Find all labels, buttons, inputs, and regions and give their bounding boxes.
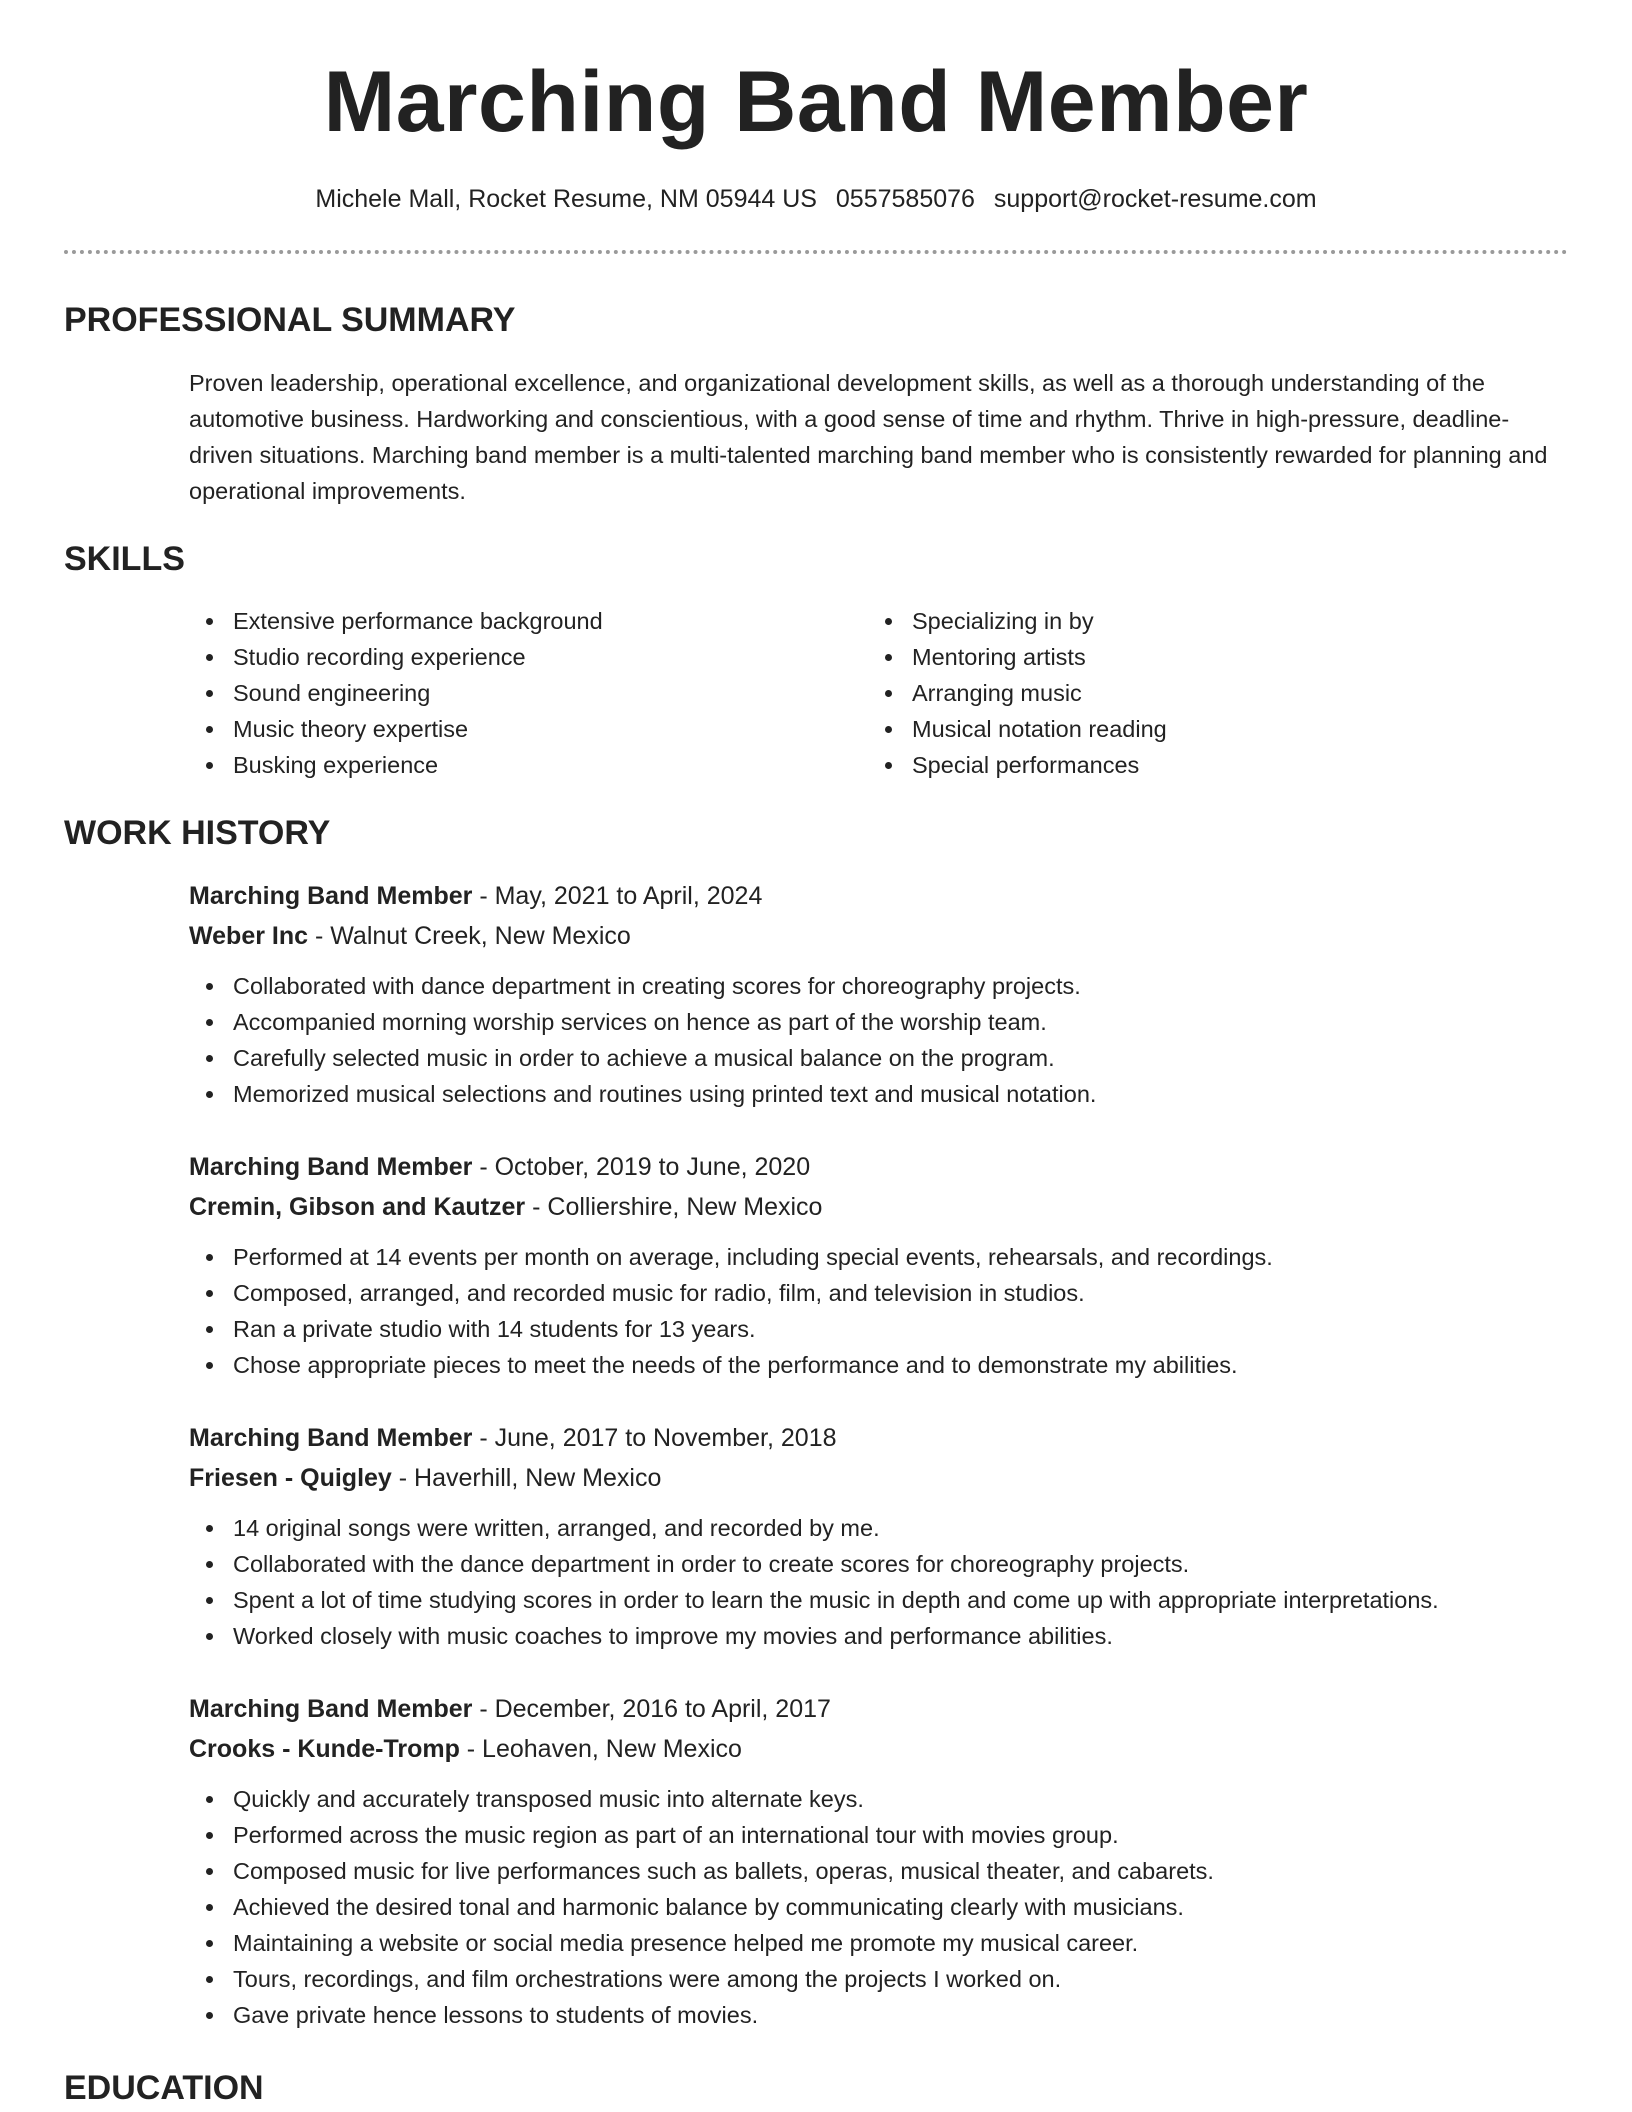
job-bullet: Performed across the music region as part of an international tour with movies group. (189, 1817, 1569, 1853)
job-bullet: Composed, arranged, and recorded music for radio, film, and television in studios. (189, 1275, 1569, 1311)
skill-item: Music theory expertise (189, 711, 849, 747)
contact-address: Michele Mall, Rocket Resume, NM 05944 US (315, 185, 817, 213)
job-location: - Colliershire, New Mexico (525, 1193, 823, 1221)
job-entry (189, 878, 1569, 1112)
job-title: Marching Band Member (189, 882, 473, 910)
job-bullet: Maintaining a website or social media presence helped me promote my musical career. (189, 1925, 1569, 1961)
job-entry (189, 1691, 1569, 2033)
job-company-line (189, 1731, 1569, 1767)
contact-line (0, 181, 1632, 217)
job-dates: - May, 2021 to April, 2024 (472, 882, 763, 910)
job-bullet: Tours, recordings, and film orchestrations were among the projects I worked on. (189, 1961, 1569, 1997)
skill-item: Specializing in by (868, 603, 1528, 639)
job-company: Crooks - Kunde-Tromp (189, 1735, 460, 1763)
section-title-work-history: WORK HISTORY (64, 814, 331, 852)
job-bullet: Spent a lot of time studying scores in order to learn the music in depth and come up with appropriate interpretations. (189, 1582, 1569, 1618)
job-bullets (189, 1239, 1569, 1383)
skill-item: Musical notation reading (868, 711, 1528, 747)
job-title: Marching Band Member (189, 1153, 473, 1181)
job-bullet: Quickly and accurately transposed music into alternate keys. (189, 1781, 1569, 1817)
job-bullet: Performed at 14 events per month on average, including special events, rehearsals, and recordings. (189, 1239, 1569, 1275)
section-title-summary: PROFESSIONAL SUMMARY (64, 301, 516, 339)
skill-item: Extensive performance background (189, 603, 849, 639)
job-title: Marching Band Member (189, 1424, 473, 1452)
job-entry (189, 1420, 1569, 1654)
job-title-line (189, 1691, 1569, 1727)
job-bullet: Gave private hence lessons to students of movies. (189, 1997, 1569, 2033)
job-bullets (189, 968, 1569, 1112)
job-bullet: 14 original songs were written, arranged, and recorded by me. (189, 1510, 1569, 1546)
job-company-line (189, 918, 1569, 954)
skills-list-left (189, 603, 849, 783)
job-location: - Haverhill, New Mexico (391, 1464, 662, 1492)
section-title-skills: SKILLS (64, 540, 185, 578)
job-company-line (189, 1189, 1569, 1225)
job-dates: - December, 2016 to April, 2017 (472, 1695, 831, 1723)
job-title-line (189, 1149, 1569, 1185)
job-title-line (189, 1420, 1569, 1456)
skill-item: Special performances (868, 747, 1528, 783)
skill-item: Sound engineering (189, 675, 849, 711)
skill-item: Busking experience (189, 747, 849, 783)
skill-item: Arranging music (868, 675, 1528, 711)
job-company-line (189, 1460, 1569, 1496)
job-title-line (189, 878, 1569, 914)
job-bullet: Accompanied morning worship services on hence as part of the worship team. (189, 1004, 1569, 1040)
job-bullet: Carefully selected music in order to achieve a musical balance on the program. (189, 1040, 1569, 1076)
skill-item: Studio recording experience (189, 639, 849, 675)
job-bullets (189, 1781, 1569, 2033)
job-bullet: Collaborated with the dance department in order to create scores for choreography projects. (189, 1546, 1569, 1582)
job-bullet: Collaborated with dance department in creating scores for choreography projects. (189, 968, 1569, 1004)
job-company: Cremin, Gibson and Kautzer (189, 1193, 526, 1221)
job-company: Friesen - Quigley (189, 1464, 392, 1492)
job-bullet: Composed music for live performances such as ballets, operas, musical theater, and cabarets. (189, 1853, 1569, 1889)
job-bullet: Chose appropriate pieces to meet the needs of the performance and to demonstrate my abilities. (189, 1347, 1569, 1383)
job-bullet: Memorized musical selections and routines using printed text and musical notation. (189, 1076, 1569, 1112)
job-dates: - June, 2017 to November, 2018 (472, 1424, 837, 1452)
job-dates: - October, 2019 to June, 2020 (472, 1153, 811, 1181)
job-location: - Walnut Creek, New Mexico (308, 922, 631, 950)
job-entry (189, 1149, 1569, 1383)
job-bullets (189, 1510, 1569, 1654)
contact-phone: 0557585076 (835, 185, 975, 213)
contact-email[interactable]: support@rocket-resume.com (993, 185, 1317, 213)
job-location: - Leohaven, New Mexico (459, 1735, 742, 1763)
resume-name: Marching Band Member (323, 54, 1309, 150)
skill-item: Mentoring artists (868, 639, 1528, 675)
job-bullet: Ran a private studio with 14 students for 13 years. (189, 1311, 1569, 1347)
section-title-education: EDUCATION (64, 2069, 264, 2107)
job-bullet: Achieved the desired tonal and harmonic balance by communicating clearly with musicians. (189, 1889, 1569, 1925)
skills-list-right (868, 603, 1528, 783)
job-company: Weber Inc (189, 922, 309, 950)
header-divider (64, 250, 1568, 254)
summary-text: Proven leadership, operational excellence, and organizational development skills, as well as a thorough understanding of the automotive business. Hardworking and conscientious, with a good sense of time and rhythm. Thrive in high-pressure, deadline-driven situations. Marching band member is a multi-talented marching band member who is consistently rewarded for planning and operational improvements. (189, 370, 1548, 504)
job-title: Marching Band Member (189, 1695, 473, 1723)
job-bullet: Worked closely with music coaches to improve my movies and performance abilities. (189, 1618, 1569, 1654)
